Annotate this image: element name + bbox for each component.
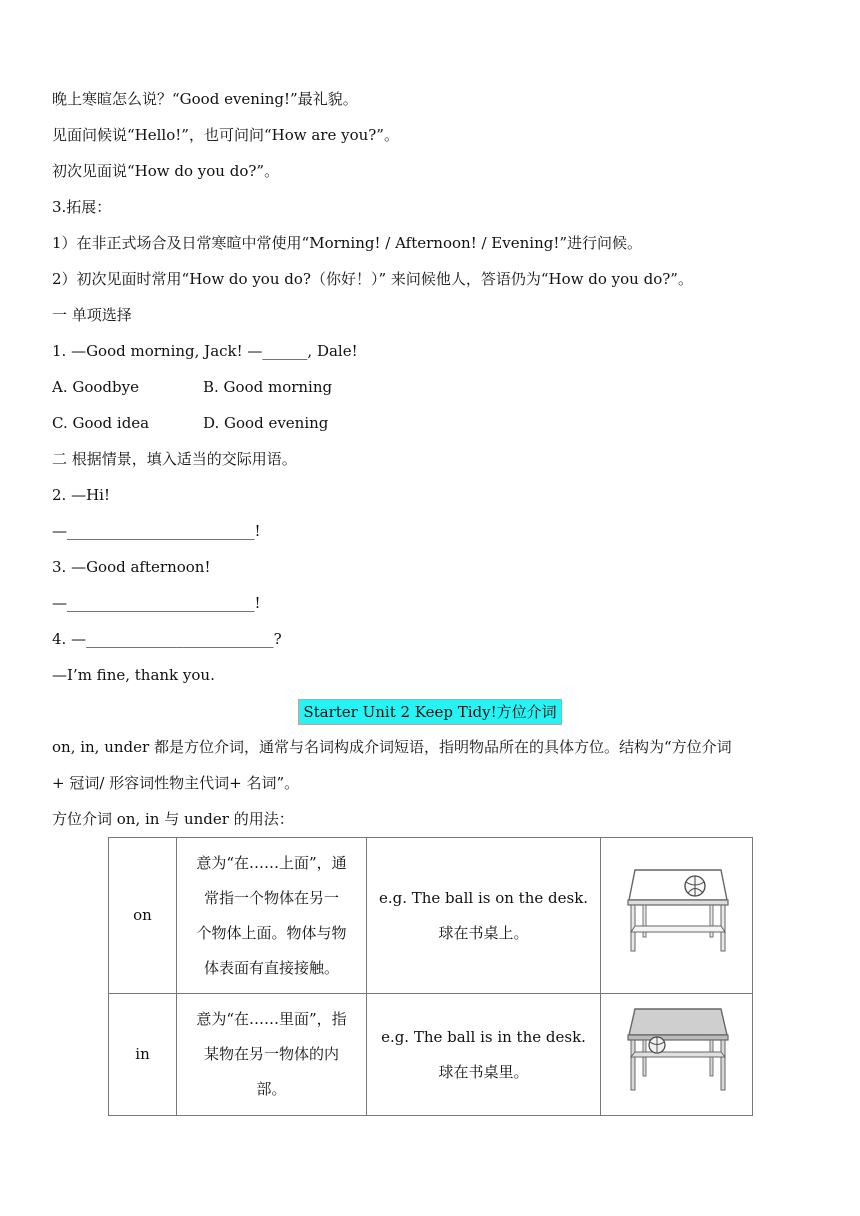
question-3: 3. —Good afternoon! <box>52 558 211 576</box>
answer-blank-3: —_________________________! <box>52 594 261 612</box>
desc-line: 某物在另一物体的内 <box>203 1045 339 1063</box>
image-cell <box>601 838 753 994</box>
question-1: 1. —Good morning, Jack! —______, Dale! <box>52 342 358 360</box>
answer-4: —I’m fine, thank you. <box>52 666 215 684</box>
option-d: D. Good evening <box>203 414 329 432</box>
text-line-6: 2）初次见面时常用“How do you do?（你好！）” 来问候他人，答语仍为“How do you do?”。 <box>52 270 693 288</box>
option-a: A. Goodbye <box>52 378 139 396</box>
desc-line: 个物体上面。物体与物 <box>196 923 347 942</box>
text-line-1: 晚上寒暄怎么说？“Good evening!”最礼貌。 <box>52 90 358 108</box>
desc-line: 体表面有直接接触。 <box>203 958 339 977</box>
desc-line: 常指一个物体在另一 <box>203 888 339 907</box>
table-row <box>109 838 753 994</box>
intro-line-1: on, in, under 都是方位介词，通常与名词构成介词短语，指明物品所在的具体方位。结构为“方位介词 <box>52 738 732 756</box>
option-c: C. Good idea <box>52 414 150 432</box>
desc-line: 意为“在……上面”，通 <box>196 853 347 872</box>
text-line-5: 1）在非正式场合及日常寒暄中常使用“Morning! / Afternoon! / Evening!”进行问候。 <box>52 234 643 252</box>
unit-heading: Starter Unit 2 Keep Tidy!方位介词 <box>298 699 561 725</box>
text-line-2: 见面问候说“Hello!”，也可问问“How are you?”。 <box>52 126 399 144</box>
prep-cell: in <box>109 994 177 1116</box>
example-cell <box>367 994 601 1116</box>
ball-in-desk-illustration <box>625 1005 729 1091</box>
section-title-fill-in: 二 根据情景，填入适当的交际用语。 <box>52 450 297 468</box>
question-4: 4. —_________________________? <box>52 630 282 648</box>
intro-line-2: + 冠词/ 形容词性物主代词+ 名词”。 <box>52 774 300 792</box>
unit-heading-row <box>0 699 860 725</box>
example-translation: 球在书桌上。 <box>438 923 529 942</box>
example-cell <box>367 838 601 994</box>
desc-line: 意为“在……里面”，指 <box>196 1010 347 1028</box>
question-2: 2. —Hi! <box>52 486 110 504</box>
preposition-table <box>108 837 753 1116</box>
example-sentence: e.g. The ball is in the desk. <box>381 1027 586 1046</box>
answer-blank-2: —_________________________! <box>52 522 261 540</box>
prep-cell: on <box>109 838 177 994</box>
example-translation: 球在书桌里。 <box>438 1062 529 1081</box>
image-cell <box>601 994 753 1116</box>
example-sentence: e.g. The ball is on the desk. <box>378 888 589 907</box>
table-row <box>109 994 753 1116</box>
section-title-single-choice: 一 单项选择 <box>52 306 132 324</box>
option-b: B. Good morning <box>203 378 333 396</box>
desc-cell <box>177 994 367 1116</box>
text-line-4: 3.拓展： <box>52 198 112 216</box>
text-line-3: 初次见面说“How do you do?”。 <box>52 162 280 180</box>
ball-on-desk-illustration <box>625 866 729 952</box>
desc-cell <box>177 838 367 994</box>
desc-line: 部。 <box>256 1080 287 1098</box>
usage-title: 方位介词 on, in 与 under 的用法： <box>52 810 294 828</box>
